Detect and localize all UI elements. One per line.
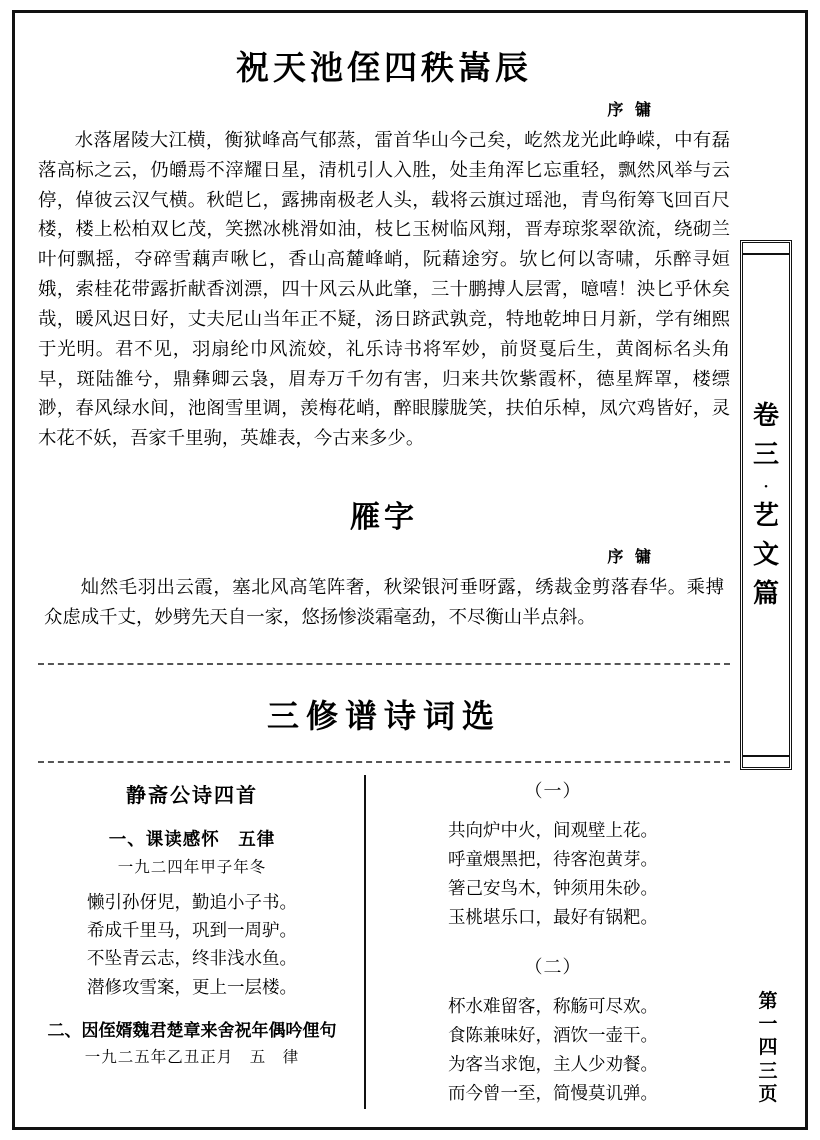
volume-banner-inner bbox=[743, 253, 789, 757]
poem1-line-2: 希成千里马，巩到一周驴。 bbox=[87, 920, 297, 941]
right-group2-number: （二） bbox=[524, 956, 582, 978]
article-body-secondary: 灿然毛羽出云霞，塞北风高笔阵奢，秋梁银河垂呀露，绣裁金剪落春华。乘搏众虑成千丈，妙劈先天自一家，悠扬惨淡霜毫劲，不尽衡山半点斜。 bbox=[44, 576, 724, 628]
poem2-date: 一九二五年乙丑正月 五 律 bbox=[84, 1047, 300, 1066]
left-section-heading: 静斋公诗四首 bbox=[126, 782, 258, 807]
volume-banner-char-4: 艺 bbox=[752, 500, 779, 531]
article-body-primary: 水落屠陵大江横，衡狱峰高气郁蒸，雷首华山今己矣，屹然龙光此峥嵘，中有磊落高标之云，仍皭焉不滓耀日星，清机引人入胜，处圭角浑匕忘重轻，飘然风举与云停，倬彼云汉气横。秋皑匕，露拂南极老人头，载将云旗过瑶池，青鸟衔筹飞回百尺楼，楼上松柏双匕茂，笑撚冰桃滑如油，枝匕玉树临风翔，晋寿琼浆翠欲流，绕砌兰叶何飘摇，夺碎雪藕声啾匕，香山高麓峰峭，阮藉途穷。欤匕何以寄啸，乐醉寻姮娥，索桂花带露折献香浏漂，四十风云从此肇，三十鹏搏人层霄，噫嘻！泱匕乎休矣哉，暖风迟日好，丈夫尼山当年正不疑，汤日跻武孰竞，特地乾坤日月新，学有缃熙于光明。君不见，羽扇纶巾风流姣，礼乐诗书将军妙，前贤戛后生，黄阁标名头角早，斑陆雒兮，鼎彝卿云袅，眉寿万千勿有害，归来共饮紫霞杯，德星辉罩，楼缥渺，春风绿水间，池阁雪里调，羡梅花峭，醉眼朦胧笑，扶伯乐棹，凤穴鸡皆好，灵木花不妖，吾家千里驹，英雄表，今古来多少。 bbox=[38, 130, 730, 450]
section-divider-top bbox=[38, 663, 730, 665]
page-number-char-2: 一 bbox=[758, 1013, 778, 1036]
right-group2-line-4: 而今曾一至，简慢莫讥弹。 bbox=[448, 1083, 658, 1104]
article-byline-primary: 序 镛 bbox=[607, 100, 654, 119]
article-byline-secondary: 序 镛 bbox=[607, 546, 654, 566]
right-group2-line-1: 杯水难留客，称觞可尽欢。 bbox=[448, 996, 658, 1017]
poem1-line-4: 潜修攻雪案，更上一层楼。 bbox=[87, 977, 297, 998]
page-number bbox=[750, 990, 786, 1106]
poem1-line-1: 懒引孙伢児，勤追小子书。 bbox=[87, 892, 297, 913]
volume-banner-char-1: 卷 bbox=[752, 400, 779, 431]
poem2-subhead: 二、因侄婿魏君楚章来舍祝年偶吟俚句 bbox=[47, 1020, 337, 1041]
right-group1-line-2: 呼童煨黑把，待客泡黄芽。 bbox=[448, 849, 658, 870]
column-right bbox=[364, 775, 714, 1109]
right-group1-line-1: 共向炉中火，间观壁上花。 bbox=[448, 820, 658, 841]
section-divider-bottom bbox=[38, 761, 730, 763]
right-group1-line-3: 箸己安鸟木，钟须用朱砂。 bbox=[448, 878, 658, 899]
right-group2-line-2: 食陈兼味好，酒饮一壶干。 bbox=[448, 1025, 658, 1046]
poem1-date: 一九二四年甲子年冬 bbox=[117, 857, 267, 876]
right-group1-line-4: 玉桃堪乐口，最好有锅粑。 bbox=[448, 907, 658, 928]
two-column-body bbox=[34, 775, 734, 1109]
poem1-subhead: 一、课读感怀 五律 bbox=[108, 829, 276, 850]
page-number-char-4: 三 bbox=[758, 1059, 778, 1082]
volume-banner-char-5: 文 bbox=[752, 539, 779, 570]
poem1-line-3: 不坠青云志，终非浅水鱼。 bbox=[87, 949, 297, 970]
volume-banner bbox=[740, 240, 792, 770]
page-number-char-3: 四 bbox=[758, 1036, 778, 1059]
page-number-char-5: 页 bbox=[758, 1082, 778, 1105]
section-title-poem-selection: 三修谱诗词选 bbox=[266, 696, 501, 735]
volume-banner-char-6: 篇 bbox=[752, 578, 779, 609]
page-content bbox=[34, 28, 734, 1109]
volume-banner-char-3: · bbox=[762, 473, 770, 498]
volume-banner-char-2: 三 bbox=[752, 439, 779, 470]
article-title-secondary: 雁字 bbox=[350, 499, 418, 535]
right-group1-number: （一） bbox=[524, 780, 582, 802]
article-title-primary: 祝天池侄四秩嵩辰 bbox=[236, 48, 532, 87]
column-left bbox=[34, 775, 364, 1109]
right-group2-line-3: 为客当求饱，主人少劝餐。 bbox=[448, 1054, 658, 1075]
page-number-char-1: 第 bbox=[758, 990, 778, 1013]
